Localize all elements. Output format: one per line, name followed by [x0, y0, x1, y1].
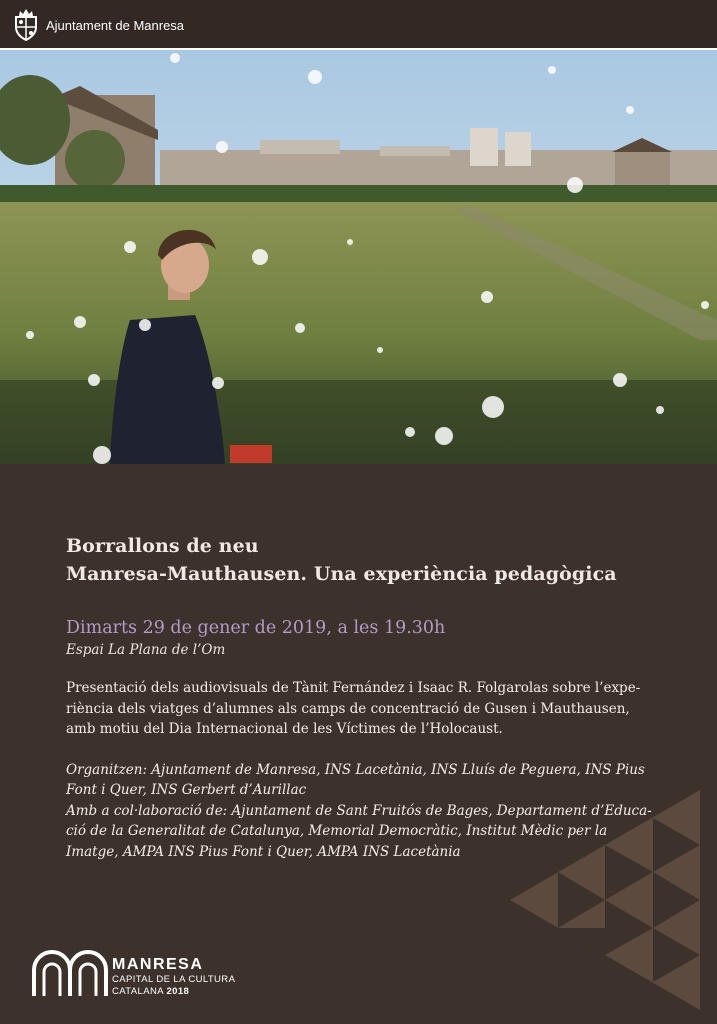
coat-of-arms-icon	[12, 7, 40, 41]
event-description	[66, 678, 666, 740]
footer-branding	[112, 956, 235, 998]
footer-line2-prefix: CATALANA	[112, 986, 167, 997]
event-date: Dimarts 29 de gener de 2019, a les 19.30h	[66, 618, 446, 638]
org-name: Ajuntament de Manresa	[46, 18, 185, 33]
hero-photo	[0, 50, 717, 464]
footer-year: 2018	[166, 986, 190, 997]
event-venue: Espai La Plana de l’Om	[66, 642, 226, 658]
description-line: riència dels viatges d’alumnes als camps de concentració de Gusen i Mauthausen,	[66, 700, 630, 717]
event-title	[66, 532, 666, 588]
credits-line: Organitzen: Ajuntament de Manresa, INS Lacetània, INS Lluís de Peguera, INS Pius	[66, 761, 645, 778]
event-title-line1: Borrallons de neu	[66, 535, 259, 557]
manresa-logo-icon	[30, 948, 110, 998]
event-title-line2: Manresa-Mauthausen. Una experiència pedagògica	[66, 563, 617, 585]
header-bar	[0, 0, 717, 50]
description-line: amb motiu del Dia Internacional de les Víctimes de l’Holocaust.	[66, 721, 503, 737]
credits-line: Amb a col·laboració de: Ajuntament de Sant Fruitós de Bages, Departament d’Educa-	[66, 802, 652, 819]
credits-line: Font i Quer, INS Gerbert d’Aurillac	[66, 782, 307, 798]
credits-line: ció de la Generalitat de Catalunya, Memorial Democràtic, Institut Mèdic per la	[66, 823, 608, 839]
description-line: Presentació dels audiovisuals de Tànit Fernández i Isaac R. Folgarolas sobre l’expe-	[66, 680, 641, 696]
footer-line2	[112, 986, 235, 998]
footer-line1: CAPITAL DE LA CULTURA	[112, 974, 236, 985]
credits-line: Imatge, AMPA INS Pius Font i Quer, AMPA INS Lacetània	[66, 843, 461, 860]
triangle-pattern-decoration	[510, 790, 700, 1010]
footer-city: MANRESA	[112, 956, 204, 973]
